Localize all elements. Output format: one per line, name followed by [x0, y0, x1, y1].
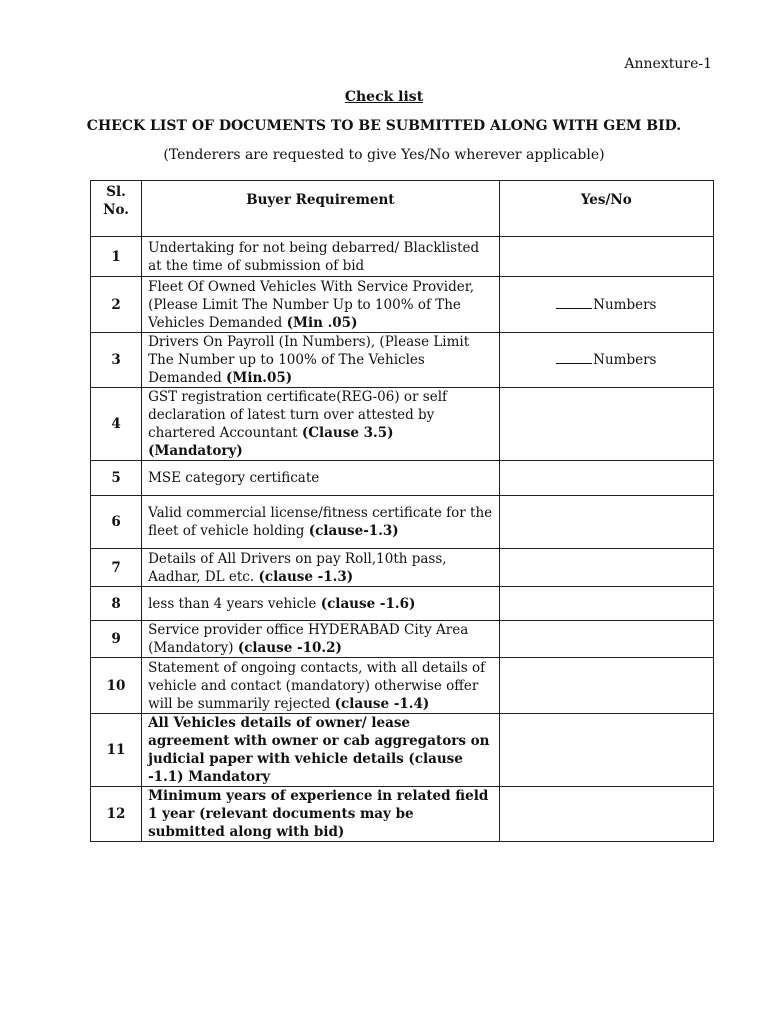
row-requirement [142, 496, 500, 549]
header-yes-no: Yes/No [499, 181, 713, 237]
clause-reference: (clause -1.6) [320, 595, 416, 612]
number-blank-line[interactable] [556, 351, 592, 364]
row-answer-cell[interactable] [499, 621, 713, 658]
table-row [91, 658, 714, 714]
row-requirement [142, 621, 500, 658]
row-requirement [142, 461, 500, 496]
table-row [91, 277, 714, 333]
row-requirement [142, 714, 500, 787]
row-answer-cell[interactable] [499, 388, 713, 461]
page-title: Check list [344, 89, 424, 105]
annexure-label: Annexture-1 [624, 56, 712, 72]
header-sl-line1: Sl. [106, 184, 126, 200]
requirement-text: Undertaking for not being debarred/ Blacklisted at the time of submission of bid [148, 239, 480, 274]
row-number: 7 [91, 549, 142, 587]
row-requirement [142, 237, 500, 277]
clause-reference: (clause -10.2) [237, 640, 342, 656]
row-number: 4 [91, 388, 142, 461]
table-row [91, 237, 714, 277]
row-number: 2 [91, 277, 142, 333]
document-heading: CHECK LIST OF DOCUMENTS TO BE SUBMITTED ALONG WITH GEM BID. [86, 118, 682, 134]
header-buyer-requirement: Buyer Requirement [142, 181, 500, 237]
clause-reference: (Clause 3.5) (Mandatory) [148, 425, 394, 459]
row-answer-cell[interactable] [499, 787, 713, 842]
row-answer-cell[interactable] [499, 333, 713, 388]
row-requirement [142, 549, 500, 587]
row-number: 6 [91, 496, 142, 549]
table-row [91, 388, 714, 461]
row-requirement [142, 388, 500, 461]
number-blank-line[interactable] [556, 296, 592, 309]
row-answer-cell[interactable] [499, 277, 713, 333]
table-row [91, 587, 714, 621]
header-sl-no [91, 181, 142, 237]
row-answer-cell[interactable] [499, 496, 713, 549]
row-requirement [142, 787, 500, 842]
header-sl-line2: No. [103, 202, 129, 218]
requirement-text: Drivers On Payroll (In Numbers), (Please Limit The Number up to 100% of The Vehicles Demanded [148, 334, 470, 386]
row-answer-cell[interactable] [499, 714, 713, 787]
row-number: 1 [91, 237, 142, 277]
row-number: 3 [91, 333, 142, 388]
document-subheading: (Tenderers are requested to give Yes/No wherever applicable) [163, 147, 605, 163]
row-requirement [142, 277, 500, 333]
table-row [91, 496, 714, 549]
clause-reference: (clause -1.3) [258, 568, 354, 585]
clause-reference: (clause -1.4) [334, 695, 430, 712]
row-number: 12 [91, 787, 142, 842]
requirement-text: Details of All Drivers on pay Roll,10th pass, Aadhar, DL etc. [148, 550, 447, 585]
row-answer-cell[interactable] [499, 658, 713, 714]
table-header-row [91, 181, 714, 237]
requirement-text: less than 4 years vehicle [148, 595, 317, 612]
answer-text: Numbers [593, 352, 657, 368]
requirement-text: Minimum years of experience in related field 1 year (relevant documents may be submitted along with bid) [148, 788, 489, 840]
table-row [91, 333, 714, 388]
row-answer-cell[interactable] [499, 549, 713, 587]
row-number: 8 [91, 587, 142, 621]
requirement-text: Fleet Of Owned Vehicles With Service Provider, (Please Limit The Number Up to 100% of The Vehicles Demanded [148, 278, 474, 331]
requirement-text: All Vehicles details of owner/ lease agreement with owner or cab aggregators on judicial paper with vehicle details (clause -1.1) Mandatory [148, 715, 490, 785]
requirement-text: Valid commercial license/fitness certificate for the fleet of vehicle holding [148, 505, 493, 539]
requirement-text: GST registration certificate(REG-06) or self declaration of latest turn over attested by chartered Accountant [148, 389, 448, 441]
row-answer-cell[interactable] [499, 461, 713, 496]
row-number: 9 [91, 621, 142, 658]
row-number: 5 [91, 461, 142, 496]
clause-reference: (clause-1.3) [308, 523, 399, 539]
row-answer-cell[interactable] [499, 587, 713, 621]
requirement-text: Statement of ongoing contacts, with all details of vehicle and contact (mandatory) otherwise offer will be summarily rejected [148, 659, 486, 712]
row-answer-cell[interactable] [499, 237, 713, 277]
row-requirement [142, 658, 500, 714]
table-row [91, 621, 714, 658]
clause-reference: (Min.05) [226, 370, 293, 386]
requirement-text: MSE category certificate [148, 470, 320, 486]
requirement-text: Service provider office HYDERABAD City Area (Mandatory) [148, 622, 469, 656]
row-requirement [142, 587, 500, 621]
checklist-table [90, 180, 714, 842]
table-row [91, 461, 714, 496]
table-row [91, 549, 714, 587]
row-requirement [142, 333, 500, 388]
row-number: 10 [91, 658, 142, 714]
table-row [91, 714, 714, 787]
answer-text: Numbers [593, 296, 657, 313]
table-row [91, 787, 714, 842]
clause-reference: (Min .05) [286, 314, 358, 331]
row-number: 11 [91, 714, 142, 787]
